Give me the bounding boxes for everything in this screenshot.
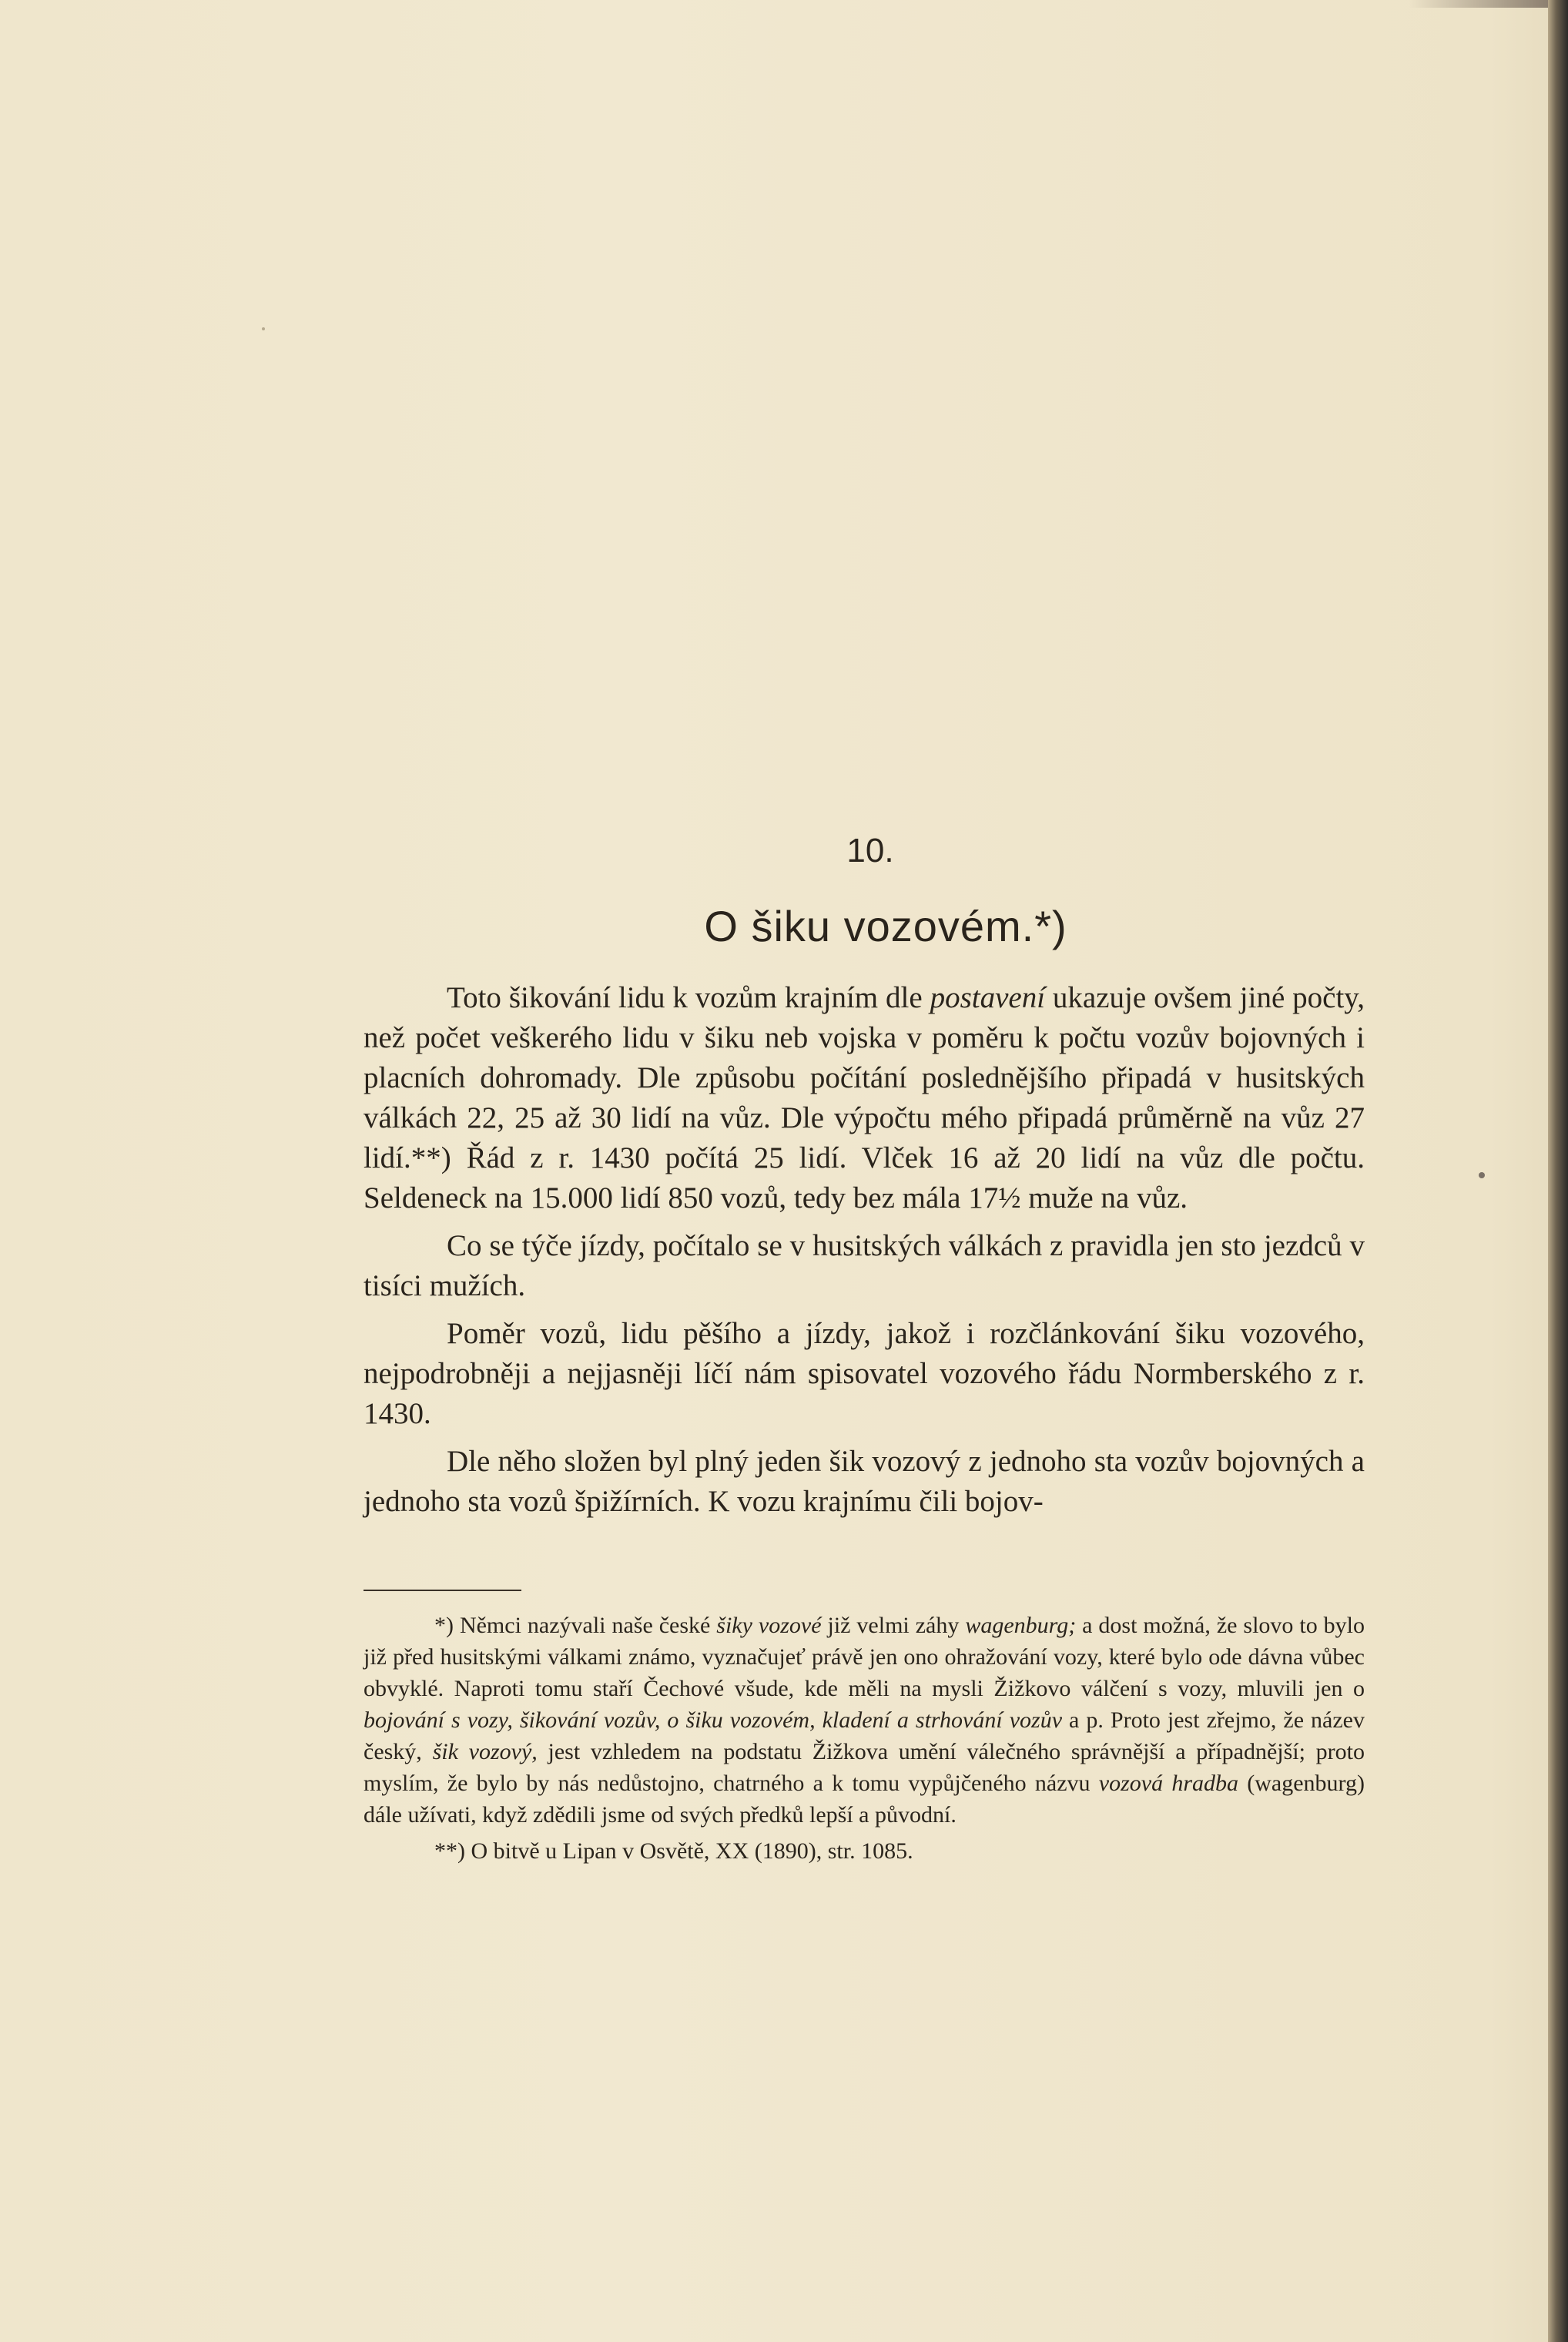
paragraph-2: Co se týče jízdy, počítalo se v husitských válkách z pravidla jen sto jezdců v tisíci mužích. — [364, 1229, 1365, 1302]
paragraph-1-text-a: Toto šikování lidu k vozům krajním dle — [447, 981, 930, 1014]
footnote-1-italic-a: šiky vozové — [716, 1613, 822, 1638]
chapter-title: O šiku vozovém.*) — [704, 902, 1067, 950]
footnote-1 — [364, 1610, 1365, 1831]
footnotes — [364, 1610, 1365, 1871]
footnote-1-text-f: (wagenburg) dále užívati, když zdědili jsme od svých předků lepší a původní. — [364, 1771, 1365, 1828]
footnote-2: **) O bitvě u Lipan v Osvětě, XX (1890), str. 1085. — [434, 1838, 913, 1864]
footnote-1-text-b: již velmi záhy — [821, 1613, 966, 1638]
footnote-1-italic-e: vozová hradba — [1098, 1771, 1239, 1796]
margin-mark — [1479, 1172, 1485, 1178]
footnote-1-text-d: a p. Proto jest zřejmo, že název český, — [364, 1707, 1365, 1764]
paragraph-1 — [364, 978, 1365, 1218]
body-text — [364, 978, 1365, 1530]
paragraph-3: Poměr vozů, lidu pěšího a jízdy, jakož i rozčlánkování šiku vozového, nejpodrobněji a nejjasněji líčí nám spisovatel vozového řádu Normberského z r. 1430. — [364, 1317, 1365, 1430]
footnote-1-italic-c: bojování s vozy, šikování vozův, o šiku vozovém, kladení a strhování vozův — [364, 1707, 1063, 1733]
chapter-number: 10. — [846, 832, 894, 869]
footnote-1-text-e: jest vzhledem na podstatu Žižkova umění válečného správnější a případnější; proto myslím, že bylo by nás nedůstojno, chatrného a k tomu vypůjčeného názvu — [364, 1739, 1365, 1796]
paragraph-1-emphasis: postavení — [930, 981, 1046, 1014]
paragraph-4: Dle něho složen byl plný jeden šik vozový z jednoho sta vozův bojovných a jednoho sta vozů špižírních. K vozu krajnímu čili bojov- — [364, 1445, 1365, 1518]
book-spine-edge — [1548, 0, 1568, 2342]
page-corner-shadow — [1409, 0, 1548, 8]
footnote-1-text-a: *) Němci nazývali naše české — [434, 1613, 717, 1638]
footnote-1-text-c: a dost možná, že slovo to bylo již před husitskými válkami známo, vyznačujeť právě jen ono ohražování vozy, které bylo ode dávna vůbec obvyklé. Naproti tomu staří Čechové všude, kde měli na mysli Žižkovo válčení s vozy, mluvili jen o — [364, 1613, 1365, 1701]
paper-speck — [262, 327, 265, 330]
paragraph-1-text-b: ukazuje ovšem jiné počty, než počet veškerého lidu v šiku neb vojska v poměru k počtu vozův bojovných i placních dohromady. Dle způsobu počítání poslednějšího připadá v husitských válkách 22, 25 až 30 lidí na vůz. Dle výpočtu mého připadá průměrně na vůz 27 lidí.**) Řád z r. 1430 počítá 25 lidí. Vlček 16 až 20 lidí na vůz dle počtu. Seldeneck na 15.000 lidí 850 vozů, tedy bez mála 17½ muže na vůz. — [364, 981, 1365, 1215]
footnote-1-italic-b: wagenburg; — [965, 1613, 1077, 1638]
footnote-1-italic-d: šik vozový, — [432, 1739, 538, 1764]
footnote-rule — [364, 1590, 521, 1591]
